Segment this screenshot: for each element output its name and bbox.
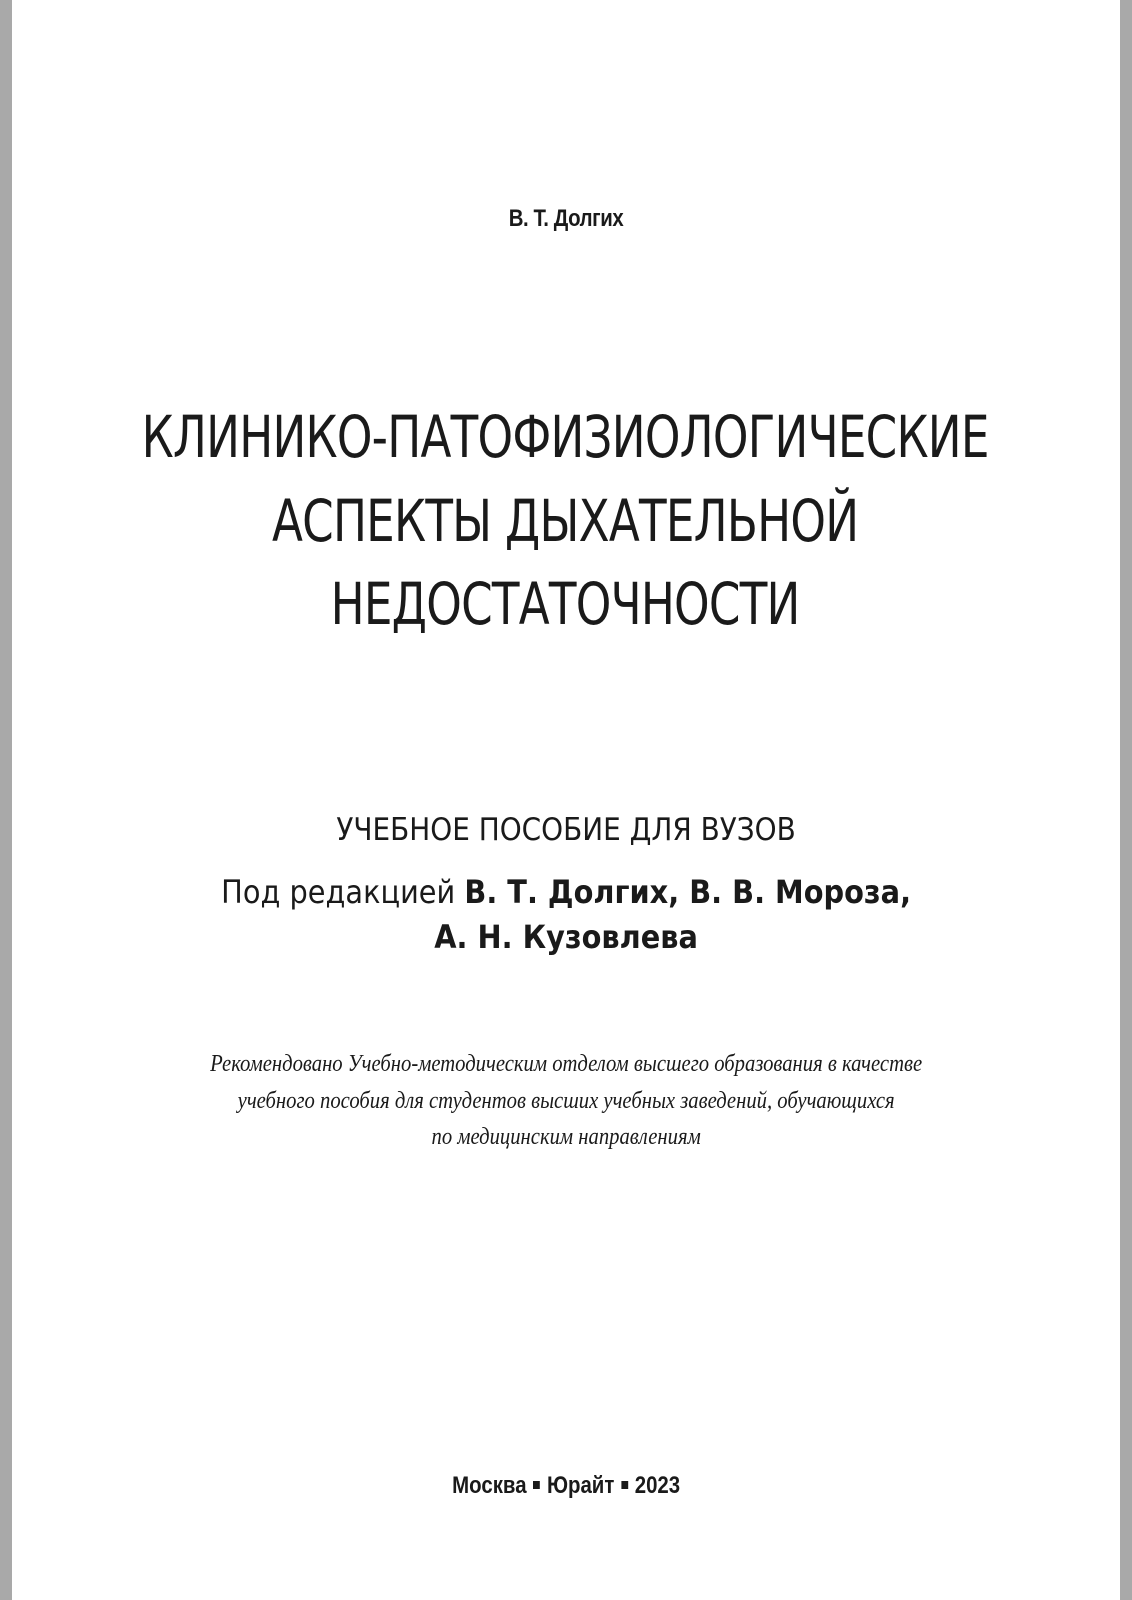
title-page <box>12 0 1120 1600</box>
imprint <box>95 1472 1037 1500</box>
book-title-line-2: АСПЕКТЫ ДЫХАТЕЛЬНОЙ <box>271 487 859 555</box>
square-bullet-icon <box>533 1481 540 1489</box>
imprint-year: 2023 <box>634 1472 681 1499</box>
book-title-line-3: НЕДОСТАТОЧНОСТИ <box>330 570 800 638</box>
book-subtitle: УЧЕБНОЕ ПОСОБИЕ ДЛЯ ВУЗОВ <box>336 812 796 848</box>
editors-names: В. Т. Долгих, В. В. Мороза, <box>464 873 912 911</box>
imprint-city: Москва <box>452 1472 527 1499</box>
recommendation-line-1: Рекомендовано Учебно-методическим отделом высшего образования в качестве <box>210 1051 923 1077</box>
recommendation-line-3: по медицинским направлениям <box>431 1124 701 1150</box>
imprint-publisher: Юрайт <box>546 1472 615 1499</box>
author: В. Т. Долгих <box>508 205 624 232</box>
square-bullet-icon <box>621 1481 628 1489</box>
book-title-line-1: КЛИНИКО-ПАТОФИЗИОЛОГИЧЕСКИЕ <box>141 403 989 471</box>
recommendation-line-2: учебного пособия для студентов высших учебных заведений, обучающихся <box>237 1088 895 1114</box>
editors-prefix: Под редакцией <box>221 873 465 911</box>
editors-line-2: А. Н. Кузовлева <box>434 918 698 956</box>
editors-line-1 <box>68 873 1065 911</box>
